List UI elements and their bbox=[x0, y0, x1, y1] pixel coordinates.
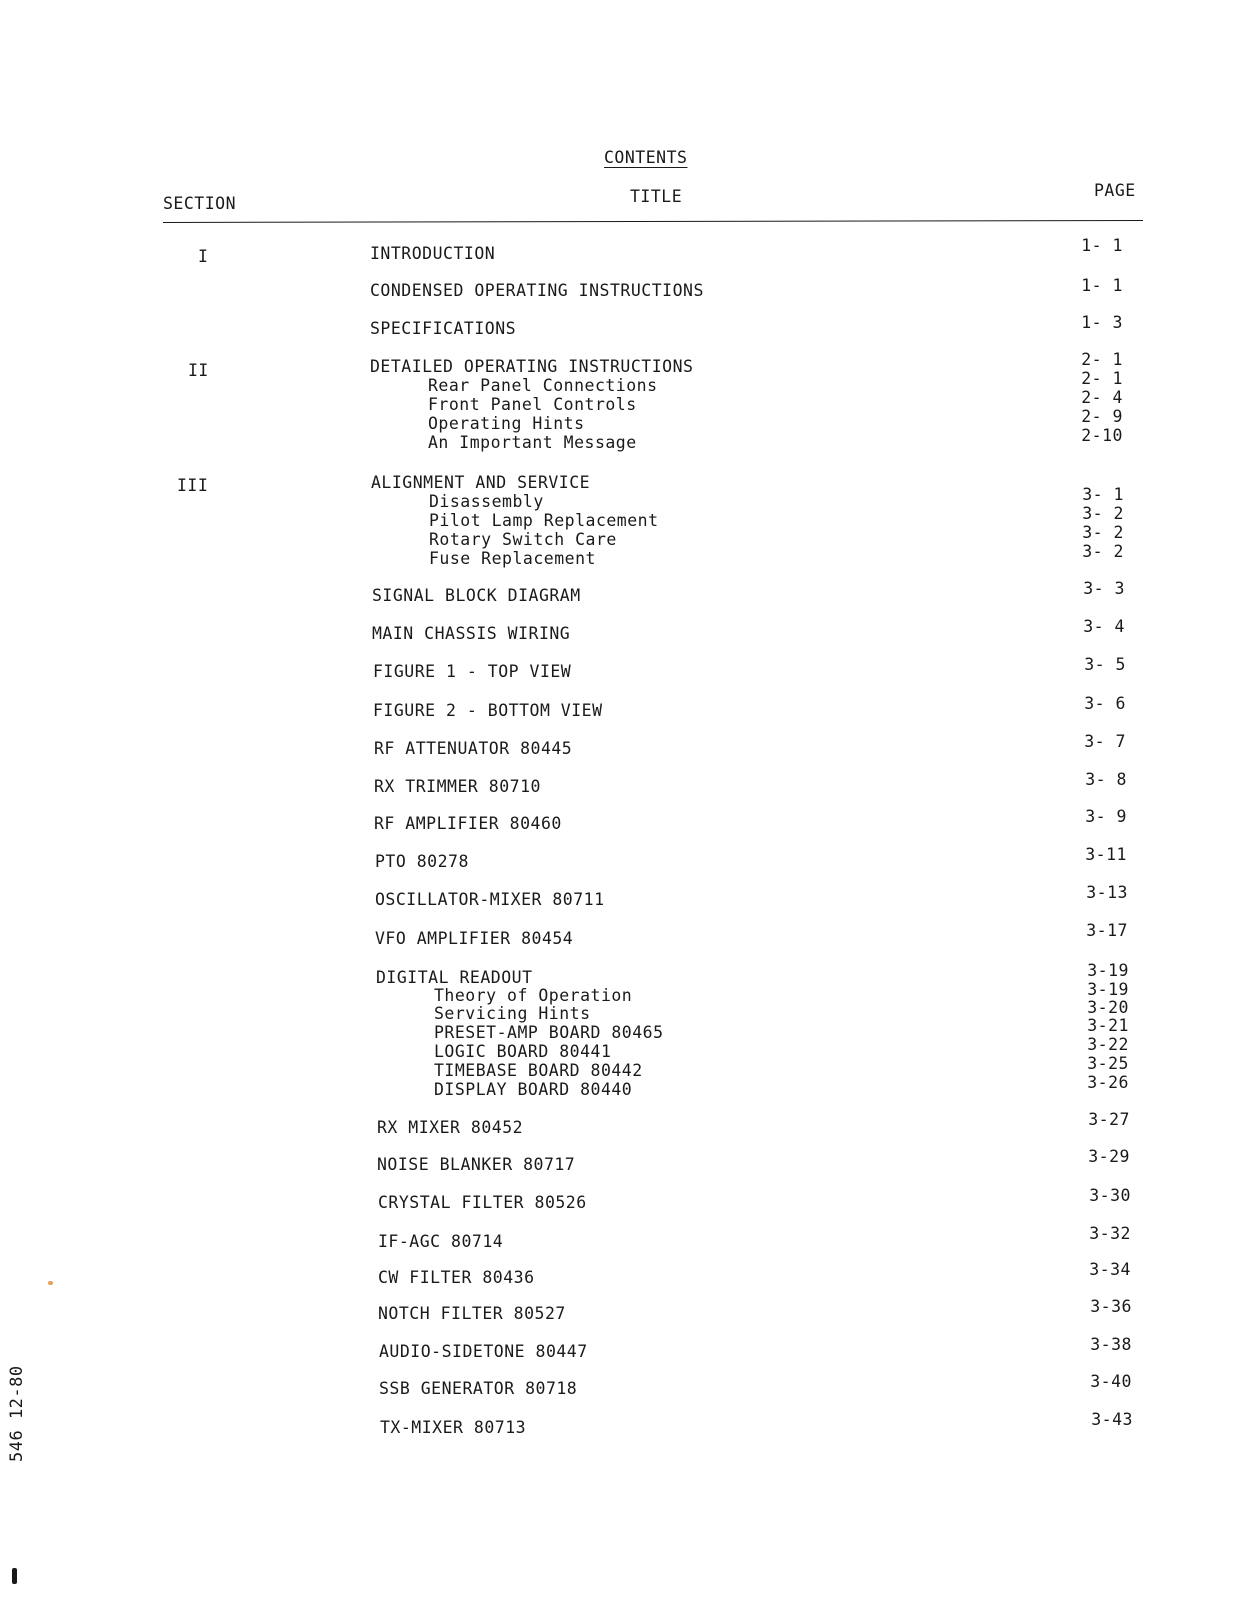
toc-entry-title: CONDENSED OPERATING INSTRUCTIONS bbox=[370, 281, 704, 300]
column-header-page: PAGE bbox=[1094, 181, 1136, 200]
toc-subentry-title: LOGIC BOARD 80441 bbox=[434, 1042, 612, 1061]
page-title: CONTENTS bbox=[604, 148, 688, 167]
toc-page-number: 2-10 bbox=[1081, 426, 1123, 445]
toc-subentry-title: Fuse Replacement bbox=[429, 549, 596, 568]
toc-page-number: 3- 6 bbox=[1084, 694, 1126, 713]
toc-page-number: 3-13 bbox=[1086, 883, 1128, 902]
scan-speck bbox=[48, 1281, 53, 1285]
toc-page-number: 3- 4 bbox=[1083, 617, 1125, 636]
toc-entry-title: OSCILLATOR-MIXER 80711 bbox=[375, 890, 605, 909]
toc-subentry-title: Pilot Lamp Replacement bbox=[429, 511, 659, 530]
toc-entry-title: NOISE BLANKER 80717 bbox=[377, 1155, 576, 1174]
toc-entry-title: MAIN CHASSIS WIRING bbox=[372, 624, 571, 643]
toc-entry-title: IF-AGC 80714 bbox=[378, 1232, 504, 1251]
toc-subentry-title: Servicing Hints bbox=[434, 1004, 591, 1023]
toc-entry-title: FIGURE 2 - BOTTOM VIEW bbox=[373, 701, 603, 720]
toc-page-number: 3- 1 bbox=[1082, 485, 1124, 504]
scan-mark bbox=[12, 1568, 17, 1584]
toc-entry-title: PTO 80278 bbox=[375, 852, 469, 871]
toc-entry-title: DETAILED OPERATING INSTRUCTIONS bbox=[370, 357, 694, 376]
toc-entry-title: FIGURE 1 - TOP VIEW bbox=[373, 662, 572, 681]
toc-subentry-title: Theory of Operation bbox=[434, 986, 633, 1005]
toc-entry-title: RX TRIMMER 80710 bbox=[374, 777, 541, 796]
toc-page-number: 3- 7 bbox=[1084, 732, 1126, 751]
toc-page-number: 3-40 bbox=[1090, 1372, 1132, 1391]
toc-entry-title: RX MIXER 80452 bbox=[377, 1118, 524, 1137]
toc-page-number: 3- 2 bbox=[1082, 504, 1124, 523]
toc-entry-title: CRYSTAL FILTER 80526 bbox=[378, 1193, 587, 1212]
section-number: I bbox=[198, 247, 209, 266]
toc-page-number: 1- 1 bbox=[1081, 236, 1123, 255]
toc-page-number: 3- 2 bbox=[1082, 542, 1124, 561]
toc-page-number: 1- 1 bbox=[1081, 276, 1123, 295]
toc-page-number: 3-34 bbox=[1089, 1260, 1131, 1279]
toc-subentry-title: Front Panel Controls bbox=[428, 395, 637, 414]
toc-entry-title: RF AMPLIFIER 80460 bbox=[374, 814, 562, 833]
toc-page-number: 3- 2 bbox=[1082, 523, 1124, 542]
toc-page-number: 3-36 bbox=[1090, 1297, 1132, 1316]
toc-page-number: 1- 3 bbox=[1081, 313, 1123, 332]
toc-entry-title: ALIGNMENT AND SERVICE bbox=[371, 473, 591, 492]
toc-subentry-title: TIMEBASE BOARD 80442 bbox=[434, 1061, 643, 1080]
toc-page-number: 3- 3 bbox=[1083, 579, 1125, 598]
toc-page-number: 3-25 bbox=[1087, 1054, 1129, 1073]
toc-page-number: 2- 9 bbox=[1081, 407, 1123, 426]
toc-page-number: 3-27 bbox=[1088, 1110, 1130, 1129]
section-number: III bbox=[177, 476, 209, 495]
toc-entry-title: SSB GENERATOR 80718 bbox=[379, 1379, 578, 1398]
toc-entry-title: SPECIFICATIONS bbox=[370, 319, 517, 338]
toc-entry-title: RF ATTENUATOR 80445 bbox=[374, 739, 573, 758]
toc-entry-title: VFO AMPLIFIER 80454 bbox=[375, 929, 574, 948]
toc-entry-title: AUDIO-SIDETONE 80447 bbox=[379, 1342, 588, 1361]
toc-entry-title: TX-MIXER 80713 bbox=[380, 1418, 527, 1437]
toc-page-number: 3-26 bbox=[1087, 1073, 1129, 1092]
header-divider bbox=[163, 220, 1143, 223]
toc-subentry-title: PRESET-AMP BOARD 80465 bbox=[434, 1023, 664, 1042]
toc-page-number: 3-19 bbox=[1087, 980, 1129, 999]
toc-page-number: 3-20 bbox=[1087, 998, 1129, 1017]
margin-document-code: 546 12-80 bbox=[7, 1365, 27, 1462]
toc-page-number: 3-30 bbox=[1089, 1186, 1131, 1205]
toc-entry-title: CW FILTER 80436 bbox=[378, 1268, 535, 1287]
toc-page-number: 3-19 bbox=[1087, 961, 1129, 980]
toc-page-number: 3-32 bbox=[1089, 1224, 1131, 1243]
toc-page-number: 2- 1 bbox=[1081, 369, 1123, 388]
toc-subentry-title: Operating Hints bbox=[428, 414, 585, 433]
toc-entry-title: DIGITAL READOUT bbox=[376, 968, 533, 987]
toc-entry-title: NOTCH FILTER 80527 bbox=[378, 1304, 566, 1323]
toc-page-number: 2- 4 bbox=[1081, 388, 1123, 407]
toc-subentry-title: An Important Message bbox=[428, 433, 637, 452]
toc-page-number: 3-11 bbox=[1085, 845, 1127, 864]
column-header-title: TITLE bbox=[630, 187, 683, 206]
toc-page-number: 3- 9 bbox=[1085, 807, 1127, 826]
toc-entry-title: SIGNAL BLOCK DIAGRAM bbox=[372, 586, 581, 605]
toc-page-number: 2- 1 bbox=[1081, 350, 1123, 369]
toc-page-number: 3-22 bbox=[1087, 1035, 1129, 1054]
toc-entry-title: INTRODUCTION bbox=[370, 244, 496, 263]
toc-page-number: 3-21 bbox=[1087, 1016, 1129, 1035]
toc-page-number: 3-29 bbox=[1088, 1147, 1130, 1166]
toc-subentry-title: Disassembly bbox=[429, 492, 544, 511]
toc-page-number: 3- 5 bbox=[1084, 655, 1126, 674]
section-number: II bbox=[188, 361, 209, 380]
toc-subentry-title: DISPLAY BOARD 80440 bbox=[434, 1080, 633, 1099]
toc-page-number: 3-17 bbox=[1086, 921, 1128, 940]
toc-page-number: 3- 8 bbox=[1085, 770, 1127, 789]
toc-page-number: 3-38 bbox=[1090, 1335, 1132, 1354]
toc-subentry-title: Rear Panel Connections bbox=[428, 376, 658, 395]
column-header-section: SECTION bbox=[163, 194, 237, 213]
toc-subentry-title: Rotary Switch Care bbox=[429, 530, 617, 549]
toc-page-number: 3-43 bbox=[1091, 1410, 1133, 1429]
